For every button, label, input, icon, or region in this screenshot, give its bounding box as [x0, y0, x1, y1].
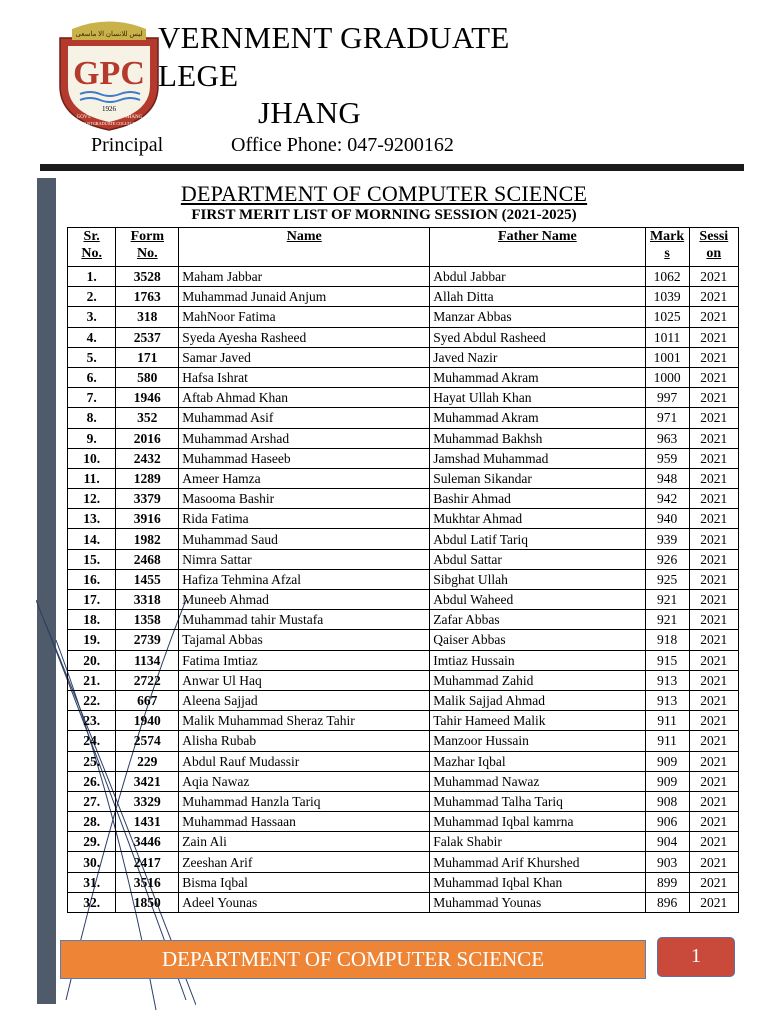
cell-marks: 997: [645, 388, 689, 408]
cell-sr: 25.: [68, 751, 116, 771]
table-row: [68, 812, 739, 832]
cell-father: Falak Shabir: [430, 832, 645, 852]
cell-form: 667: [116, 690, 179, 710]
cell-name: Rida Fatima: [179, 509, 430, 529]
cell-sr: 13.: [68, 509, 116, 529]
cell-form: 318: [116, 307, 179, 327]
cell-sr: 19.: [68, 630, 116, 650]
col-header-sr-line2: No.: [81, 246, 102, 261]
cell-marks: 971: [645, 408, 689, 428]
cell-session: 2021: [689, 892, 738, 912]
table-row: [68, 327, 739, 347]
cell-name: Adeel Younas: [179, 892, 430, 912]
cell-marks: 1000: [645, 367, 689, 387]
cell-name: Muhammad Junaid Anjum: [179, 287, 430, 307]
cell-father: Muhammad Arif Khurshed: [430, 852, 645, 872]
table-row: [68, 751, 739, 771]
cell-sr: 28.: [68, 812, 116, 832]
cell-father: Syed Abdul Rasheed: [430, 327, 645, 347]
cell-name: Muhammad Hanzla Tariq: [179, 791, 430, 811]
cell-session: 2021: [689, 852, 738, 872]
cell-sr: 16.: [68, 569, 116, 589]
table-row: [68, 892, 739, 912]
cell-session: 2021: [689, 812, 738, 832]
cell-session: 2021: [689, 751, 738, 771]
cell-name: Maham Jabbar: [179, 267, 430, 287]
cell-form: 1940: [116, 711, 179, 731]
table-row: [68, 852, 739, 872]
cell-marks: 908: [645, 791, 689, 811]
col-header-form-line1: Form: [130, 229, 165, 244]
col-header-marks-line2: s: [664, 246, 670, 261]
cell-marks: 899: [645, 872, 689, 892]
cell-sr: 3.: [68, 307, 116, 327]
cell-session: 2021: [689, 267, 738, 287]
cell-name: Bisma Iqbal: [179, 872, 430, 892]
cell-father: Abdul Sattar: [430, 549, 645, 569]
cell-father: Muhammad Younas: [430, 892, 645, 912]
cell-sr: 11.: [68, 468, 116, 488]
logo-letters: GPC: [73, 55, 145, 92]
cell-sr: 9.: [68, 428, 116, 448]
table-row: [68, 388, 739, 408]
cell-marks: 963: [645, 428, 689, 448]
cell-session: 2021: [689, 791, 738, 811]
cell-form: 2722: [116, 670, 179, 690]
cell-session: 2021: [689, 569, 738, 589]
cell-name: Muhammad Saud: [179, 529, 430, 549]
cell-session: 2021: [689, 408, 738, 428]
cell-father: Manzoor Hussain: [430, 731, 645, 751]
cell-form: 1763: [116, 287, 179, 307]
cell-sr: 10.: [68, 448, 116, 468]
cell-father: Mukhtar Ahmad: [430, 509, 645, 529]
cell-father: Hayat Ullah Khan: [430, 388, 645, 408]
cell-form: 580: [116, 367, 179, 387]
cell-form: 3318: [116, 590, 179, 610]
table-row: [68, 529, 739, 549]
cell-name: Alisha Rubab: [179, 731, 430, 751]
cell-name: MahNoor Fatima: [179, 307, 430, 327]
table-row: [68, 590, 739, 610]
college-title-line1: VERNMENT GRADUATE: [158, 20, 510, 55]
table-row: [68, 771, 739, 791]
cell-sr: 15.: [68, 549, 116, 569]
cell-father: Suleman Sikandar: [430, 468, 645, 488]
cell-form: 1289: [116, 468, 179, 488]
cell-marks: 918: [645, 630, 689, 650]
cell-name: Nimra Sattar: [179, 549, 430, 569]
cell-form: 2739: [116, 630, 179, 650]
cell-father: Imtiaz Hussain: [430, 650, 645, 670]
cell-session: 2021: [689, 367, 738, 387]
header-rule: [40, 164, 744, 171]
cell-session: 2021: [689, 468, 738, 488]
cell-marks: 948: [645, 468, 689, 488]
table-row: [68, 307, 739, 327]
cell-name: Anwar Ul Haq: [179, 670, 430, 690]
cell-father: Manzar Abbas: [430, 307, 645, 327]
cell-form: 1134: [116, 650, 179, 670]
cell-sr: 30.: [68, 852, 116, 872]
cell-marks: 940: [645, 509, 689, 529]
cell-marks: 942: [645, 489, 689, 509]
table-row: [68, 630, 739, 650]
col-header-sr-line1: Sr.: [83, 229, 100, 244]
cell-father: Muhammad Zahid: [430, 670, 645, 690]
cell-form: 352: [116, 408, 179, 428]
cell-form: 171: [116, 347, 179, 367]
cell-father: Abdul Waheed: [430, 590, 645, 610]
table-row: [68, 489, 739, 509]
cell-father: Sibghat Ullah: [430, 569, 645, 589]
cell-marks: 1039: [645, 287, 689, 307]
table-row: [68, 509, 739, 529]
cell-session: 2021: [689, 731, 738, 751]
cell-session: 2021: [689, 307, 738, 327]
cell-session: 2021: [689, 549, 738, 569]
cell-father: Muhammad Akram: [430, 408, 645, 428]
cell-marks: 896: [645, 892, 689, 912]
cell-marks: 909: [645, 751, 689, 771]
cell-name: Aqia Nawaz: [179, 771, 430, 791]
cell-father: Malik Sajjad Ahmad: [430, 690, 645, 710]
cell-father: Muhammad Iqbal kamrna: [430, 812, 645, 832]
col-header-session: [689, 228, 738, 267]
cell-name: Hafsa Ishrat: [179, 367, 430, 387]
cell-name: Muhammad Haseeb: [179, 448, 430, 468]
cell-sr: 31.: [68, 872, 116, 892]
cell-marks: 1011: [645, 327, 689, 347]
col-header-form-line2: No.: [136, 246, 158, 261]
cell-marks: 906: [645, 812, 689, 832]
col-header-father: Father Name: [430, 228, 645, 267]
cell-form: 2417: [116, 852, 179, 872]
table-row: [68, 267, 739, 287]
cell-form: 3421: [116, 771, 179, 791]
cell-father: Javed Nazir: [430, 347, 645, 367]
cell-name: Muhammad Arshad: [179, 428, 430, 448]
cell-father: Abdul Latif Tariq: [430, 529, 645, 549]
cell-form: 1455: [116, 569, 179, 589]
cell-sr: 23.: [68, 711, 116, 731]
cell-father: Jamshad Muhammad: [430, 448, 645, 468]
cell-sr: 14.: [68, 529, 116, 549]
cell-form: 2574: [116, 731, 179, 751]
table-row: [68, 832, 739, 852]
cell-father: Muhammad Bakhsh: [430, 428, 645, 448]
cell-marks: 1025: [645, 307, 689, 327]
cell-name: Zeeshan Arif: [179, 852, 430, 872]
cell-father: Muhammad Iqbal Khan: [430, 872, 645, 892]
table-row: [68, 428, 739, 448]
cell-marks: 911: [645, 711, 689, 731]
col-header-sr: [68, 228, 116, 267]
cell-form: 1946: [116, 388, 179, 408]
college-title-line2: LEGE: [158, 58, 239, 93]
cell-marks: 921: [645, 610, 689, 630]
merit-table: [67, 227, 739, 913]
cell-form: 2016: [116, 428, 179, 448]
cell-sr: 1.: [68, 267, 116, 287]
cell-name: Tajamal Abbas: [179, 630, 430, 650]
cell-father: Qaiser Abbas: [430, 630, 645, 650]
cell-sr: 27.: [68, 791, 116, 811]
cell-marks: 909: [645, 771, 689, 791]
table-row: [68, 569, 739, 589]
cell-name: Abdul Rauf Mudassir: [179, 751, 430, 771]
office-phone: Office Phone: 047-9200162: [231, 134, 454, 156]
cell-session: 2021: [689, 872, 738, 892]
cell-session: 2021: [689, 327, 738, 347]
cell-name: Masooma Bashir: [179, 489, 430, 509]
cell-name: Aftab Ahmad Khan: [179, 388, 430, 408]
cell-session: 2021: [689, 347, 738, 367]
cell-sr: 21.: [68, 670, 116, 690]
cell-marks: 926: [645, 549, 689, 569]
cell-session: 2021: [689, 590, 738, 610]
cell-sr: 6.: [68, 367, 116, 387]
cell-father: Muhammad Akram: [430, 367, 645, 387]
table-row: [68, 690, 739, 710]
cell-father: Bashir Ahmad: [430, 489, 645, 509]
cell-name: Muhammad tahir Mustafa: [179, 610, 430, 630]
table-row: [68, 711, 739, 731]
cell-session: 2021: [689, 771, 738, 791]
cell-sr: 4.: [68, 327, 116, 347]
col-header-name: Name: [179, 228, 430, 267]
cell-session: 2021: [689, 711, 738, 731]
cell-session: 2021: [689, 509, 738, 529]
cell-session: 2021: [689, 610, 738, 630]
cell-name: Muhammad Asif: [179, 408, 430, 428]
cell-marks: 913: [645, 690, 689, 710]
cell-session: 2021: [689, 670, 738, 690]
cell-session: 2021: [689, 428, 738, 448]
table-row: [68, 650, 739, 670]
table-row: [68, 448, 739, 468]
cell-father: Tahir Hameed Malik: [430, 711, 645, 731]
cell-form: 3379: [116, 489, 179, 509]
cell-session: 2021: [689, 388, 738, 408]
cell-father: Muhammad Talha Tariq: [430, 791, 645, 811]
cell-sr: 32.: [68, 892, 116, 912]
cell-sr: 2.: [68, 287, 116, 307]
col-header-marks-line1: Mark: [649, 229, 685, 244]
cell-father: Allah Ditta: [430, 287, 645, 307]
college-title-line3: JHANG: [258, 95, 362, 130]
table-row: [68, 872, 739, 892]
cell-name: Fatima Imtiaz: [179, 650, 430, 670]
cell-sr: 22.: [68, 690, 116, 710]
page-number-box: 1: [657, 937, 735, 977]
table-row: [68, 549, 739, 569]
cell-form: 1358: [116, 610, 179, 630]
cell-sr: 8.: [68, 408, 116, 428]
cell-father: Zafar Abbas: [430, 610, 645, 630]
cell-marks: 959: [645, 448, 689, 468]
cell-form: 1431: [116, 812, 179, 832]
cell-name: Muneeb Ahmad: [179, 590, 430, 610]
cell-session: 2021: [689, 630, 738, 650]
cell-sr: 18.: [68, 610, 116, 630]
cell-sr: 12.: [68, 489, 116, 509]
footer-department-bar: DEPARTMENT OF COMPUTER SCIENCE: [60, 940, 646, 979]
cell-form: 1850: [116, 892, 179, 912]
logo-motto: ليس للانسان الا ماسعى: [75, 30, 143, 38]
cell-sr: 7.: [68, 388, 116, 408]
cell-name: Muhammad Hassaan: [179, 812, 430, 832]
col-header-session-line2: on: [706, 246, 722, 261]
cell-form: 3516: [116, 872, 179, 892]
department-heading-text: DEPARTMENT OF COMPUTER SCIENCE: [180, 181, 588, 206]
logo-right-text: JHANG: [125, 115, 143, 120]
table-row: [68, 791, 739, 811]
cell-father: Abdul Jabbar: [430, 267, 645, 287]
merit-list-title: FIRST MERIT LIST OF MORNING SESSION (2021-2025): [191, 207, 577, 223]
table-row: [68, 347, 739, 367]
cell-marks: 921: [645, 590, 689, 610]
cell-marks: 939: [645, 529, 689, 549]
department-heading: [0, 181, 768, 207]
table-header-row: [68, 228, 739, 267]
cell-form: 2537: [116, 327, 179, 347]
table-row: [68, 367, 739, 387]
cell-name: Hafiza Tehmina Afzal: [179, 569, 430, 589]
col-header-session-line1: Sessi: [699, 229, 729, 244]
cell-form: 3528: [116, 267, 179, 287]
cell-sr: 20.: [68, 650, 116, 670]
cell-form: 2432: [116, 448, 179, 468]
logo-year: 1926: [102, 105, 116, 113]
cell-marks: 911: [645, 731, 689, 751]
table-row: [68, 670, 739, 690]
cell-form: 3916: [116, 509, 179, 529]
cell-marks: 903: [645, 852, 689, 872]
cell-form: 3329: [116, 791, 179, 811]
table-row: [68, 287, 739, 307]
cell-name: Ameer Hamza: [179, 468, 430, 488]
cell-name: Zain Ali: [179, 832, 430, 852]
cell-session: 2021: [689, 529, 738, 549]
cell-session: 2021: [689, 287, 738, 307]
cell-session: 2021: [689, 448, 738, 468]
cell-marks: 925: [645, 569, 689, 589]
cell-form: 3446: [116, 832, 179, 852]
cell-name: Samar Javed: [179, 347, 430, 367]
college-logo: [50, 16, 168, 134]
cell-name: Syeda Ayesha Rasheed: [179, 327, 430, 347]
cell-name: Aleena Sajjad: [179, 690, 430, 710]
table-row: [68, 731, 739, 751]
table-row: [68, 408, 739, 428]
cell-marks: 904: [645, 832, 689, 852]
cell-father: Mazhar Iqbal: [430, 751, 645, 771]
cell-marks: 913: [645, 670, 689, 690]
logo-left-text: GOVT.: [76, 115, 92, 120]
col-header-marks: [645, 228, 689, 267]
cell-sr: 24.: [68, 731, 116, 751]
cell-sr: 17.: [68, 590, 116, 610]
cell-session: 2021: [689, 832, 738, 852]
cell-form: 2468: [116, 549, 179, 569]
cell-sr: 26.: [68, 771, 116, 791]
cell-session: 2021: [689, 650, 738, 670]
cell-session: 2021: [689, 690, 738, 710]
col-header-form: [116, 228, 179, 267]
principal-label: Principal: [91, 134, 164, 156]
cell-form: 229: [116, 751, 179, 771]
cell-session: 2021: [689, 489, 738, 509]
table-row: [68, 610, 739, 630]
cell-marks: 915: [645, 650, 689, 670]
cell-sr: 5.: [68, 347, 116, 367]
cell-marks: 1001: [645, 347, 689, 367]
cell-form: 1982: [116, 529, 179, 549]
logo-bottom-text: POSTGRADUATE COLLEGE: [82, 121, 136, 126]
table-row: [68, 468, 739, 488]
cell-sr: 29.: [68, 832, 116, 852]
cell-marks: 1062: [645, 267, 689, 287]
cell-father: Muhammad Nawaz: [430, 771, 645, 791]
cell-name: Malik Muhammad Sheraz Tahir: [179, 711, 430, 731]
